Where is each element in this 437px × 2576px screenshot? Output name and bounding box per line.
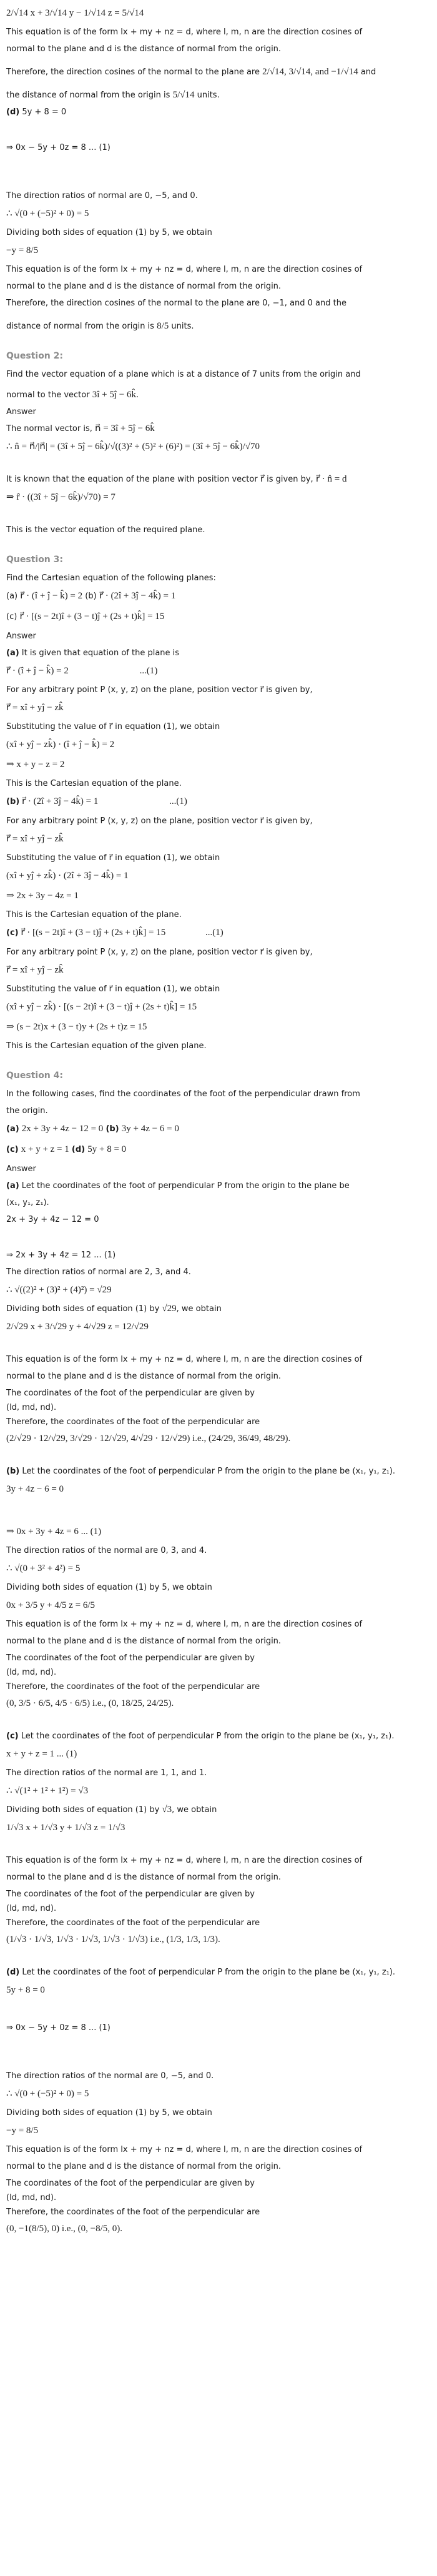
equation-ref: ...(1) — [169, 796, 187, 806]
equation: 2/√14 x + 3/√14 y − 1/√14 z = 5/√14 — [6, 8, 144, 18]
equation — [6, 795, 431, 809]
paragraph: This is the vector equation of the required plane. — [6, 525, 205, 535]
text: (x₁, y₁, z₁). — [352, 1968, 396, 1977]
question-text: In the following cases, find the coordinates of the foot of the perpendicular drawn from — [6, 1089, 360, 1099]
question-parts — [6, 610, 431, 624]
paragraph: For any arbitrary point P (x, y, z) on the plane, position vector r⃗ is given by, — [6, 685, 313, 695]
math-inline: r⃗ · (2î + 3ĵ − 4k̂) = 1 — [21, 796, 99, 806]
text: It is known that the equation of the plane with position vector — [6, 475, 258, 484]
paragraph — [6, 423, 431, 435]
paragraph: Substituting the value of r⃗ in equation (1), we obtain — [6, 722, 220, 731]
equation: ∴ √(0 + 3² + 4²) = 5 — [6, 1563, 81, 1573]
paragraph — [6, 89, 431, 101]
paragraph: normal to the plane and d is the distance of normal from the origin. — [6, 1873, 282, 1882]
math-inline: n⃗ = 3î + 5ĵ − 6k̂ — [95, 424, 155, 433]
question-parts — [6, 1122, 431, 1136]
paragraph: normal to the plane and d is the distance of normal from the origin. — [6, 2162, 282, 2171]
math-inline: √3 — [162, 1805, 172, 1815]
equation: (xî + yĵ − zk̂) · [(s − 2t)î + (3 − t)ĵ + (2s + t)k̂] = 15 — [6, 1002, 197, 1012]
equation: 2/√29 x + 3/√29 y + 4/√29 z = 12/√29 — [6, 1322, 149, 1332]
paragraph: The coordinates of the foot of the perpendicular are given by — [6, 1389, 255, 1398]
paragraph — [6, 1730, 431, 1742]
paragraph: This is the Cartesian equation of the plane. — [6, 779, 182, 788]
question-text: Find the vector equation of a plane which is at a distance of 7 units from the origin and — [6, 370, 361, 379]
math-inline: 2/√14, 3/√14, and −1/√14 — [262, 67, 358, 77]
equation — [6, 926, 431, 940]
text: , we obtain — [176, 1304, 222, 1314]
paragraph: This equation is of the form lx + my + nz = d, where l, m, n are the direction cosines of — [6, 1355, 363, 1364]
paragraph: The coordinates of the foot of the perpendicular are given by — [6, 2179, 255, 2188]
paragraph: Dividing both sides of equation (1) by 5, we obtain — [6, 1583, 212, 1592]
question-parts — [6, 1142, 431, 1157]
text: Therefore, the direction cosines of the normal to the plane are — [6, 67, 260, 77]
paragraph: normal to the plane and d is the distance of normal from the origin. — [6, 1637, 282, 1646]
paragraph: The coordinates of the foot of the perpendicular are given by — [6, 1890, 255, 1899]
text: 5y + 8 = 0 — [22, 107, 67, 117]
question-heading: Question 2: — [6, 351, 63, 361]
paragraph: This equation is of the form lx + my + nz = d, where l, m, n are the direction cosines of — [6, 265, 363, 274]
equation: ∴ √(0 + (−5)² + 0) = 5 — [6, 2089, 89, 2099]
paragraph: Therefore, the coordinates of the foot of the perpendicular are — [6, 2207, 260, 2217]
text: (x₁, y₁, z₁). — [352, 1467, 396, 1476]
paragraph: This equation is of the form lx + my + nz = d, where l, m, n are the direction cosines of — [6, 2145, 363, 2154]
part-label: (d) — [6, 1968, 20, 1977]
paragraph: Therefore, the direction cosines of the normal to the plane are 0, −1, and 0 and the — [6, 299, 346, 308]
text: Dividing both sides of equation (1) by — [6, 1805, 160, 1815]
paragraph: (x₁, y₁, z₁). — [6, 1198, 49, 1207]
paragraph: Therefore, the coordinates of the foot of the perpendicular are — [6, 1918, 260, 1928]
equation: (xî + yĵ + zk̂) · (2î + 3ĵ − 4k̂) = 1 — [6, 871, 129, 881]
question-heading: Question 3: — [6, 555, 63, 565]
paragraph — [6, 1180, 431, 1192]
equation: ⇒ (s − 2t)x + (3 − t)y + (2s + t)z = 15 — [6, 1022, 147, 1032]
part-label: (b) — [85, 592, 97, 601]
equation: ⇒ 2x + 3y + 4z = 12 ... (1) — [6, 1251, 116, 1260]
math-inline: 3y + 4z − 6 = 0 — [121, 1124, 179, 1134]
paragraph: Therefore, the coordinates of the foot of the perpendicular are — [6, 1417, 260, 1427]
question-heading: Question 4: — [6, 1071, 63, 1081]
part-label: (d) — [71, 1145, 86, 1154]
paragraph: This is the Cartesian equation of the given plane. — [6, 1041, 207, 1051]
equation — [6, 664, 431, 678]
paragraph: Dividing both sides of equation (1) by 5, we obtain — [6, 228, 212, 237]
math-inline: 5/√14 — [172, 90, 195, 100]
answer-label: Answer — [6, 1164, 36, 1174]
equation: ⇒ r̂ · ((3î + 5ĵ − 6k̂)/√70) = 7 — [6, 492, 115, 502]
text: the distance of normal from the origin is — [6, 91, 170, 100]
paragraph: The direction ratios of the normal are 0, −5, and 0. — [6, 2071, 214, 2081]
paragraph: This equation is of the form lx + my + nz = d, where l, m, n are the direction cosines of — [6, 1856, 363, 1865]
math-inline: r⃗ — [260, 474, 265, 484]
text: and — [360, 67, 376, 77]
equation: ⇒ 2x + 3y − 4z = 1 — [6, 891, 79, 901]
text: Let the coordinates of the foot of perpendicular P from the origin to the plane be — [22, 1467, 350, 1476]
text: Let the coordinates of the foot of perpendicular P from the origin to the plane be — [22, 1968, 350, 1977]
text: It is given that equation of the plane is — [21, 648, 180, 658]
part-label: (b) — [6, 1467, 20, 1476]
math-inline: 5y + 8 = 0 — [87, 1144, 127, 1154]
text: (x₁, y₁, z₁). — [351, 1731, 395, 1741]
part-label: (c) — [6, 928, 19, 938]
paragraph: The direction ratios of normal are 0, −5, and 0. — [6, 191, 198, 201]
paragraph: The coordinates of the foot of the perpendicular are given by — [6, 1653, 255, 1663]
answer-label: Answer — [6, 632, 36, 641]
answer-label: Answer — [6, 407, 36, 417]
equation: (0, 3/5 · 6/5, 4/5 · 6/5) i.e., (0, 18/25, 24/25). — [6, 1698, 174, 1708]
text: Dividing both sides of equation (1) by — [6, 1304, 160, 1314]
text: distance of normal from the origin is — [6, 322, 154, 331]
math-inline: r⃗ · [(s − 2t)î + (3 − t)ĵ + (2s + t)k̂] = 15 — [21, 928, 166, 938]
part-label: (b) — [106, 1124, 119, 1134]
equation: 0x + 3/5 y + 4/5 z = 6/5 — [6, 1600, 96, 1610]
question-text: Find the Cartesian equation of the following planes: — [6, 573, 216, 583]
text: units. — [197, 91, 220, 100]
part-label: (a) — [6, 1181, 19, 1191]
paragraph — [6, 320, 431, 332]
question-text: the origin. — [6, 1106, 48, 1116]
math-inline: r⃗ · (î + ĵ − k̂) = 2 — [6, 666, 69, 676]
equation: ∴ √(1² + 1² + 1²) = √3 — [6, 1786, 89, 1796]
equation: x + y + z = 1 ... (1) — [6, 1749, 77, 1759]
math-inline: r⃗ · (2î + 3ĵ − 4k̂) = 1 — [99, 591, 176, 601]
paragraph: (ld, md, nd). — [6, 1668, 57, 1677]
equation: ∴ √((2)² + (3)² + (4)²) = √29 — [6, 1285, 112, 1295]
equation: ∴ n̂ = n⃗/|n⃗| = (3î + 5ĵ − 6k̂)/√((3)² + (5)² + (6)²) = (3î + 5ĵ − 6k̂)/√70 — [6, 442, 260, 452]
paragraph: normal to the plane and d is the distance of normal from the origin. — [6, 44, 282, 54]
part-label: (b) — [6, 797, 20, 806]
paragraph: The direction ratios of normal are 2, 3, and 4. — [6, 1267, 191, 1277]
equation: (2/√29 · 12/√29, 3/√29 · 12/√29, 4/√29 · 12/√29) i.e., (24/29, 36/49, 48/29). — [6, 1434, 291, 1444]
paragraph: This is the Cartesian equation of the plane. — [6, 910, 182, 919]
question-parts — [6, 589, 431, 603]
paragraph: normal to the plane and d is the distance of normal from the origin. — [6, 282, 282, 291]
math-inline: r⃗ · (î + ĵ − k̂) = 2 — [20, 591, 83, 601]
part-heading — [6, 106, 431, 118]
paragraph: For any arbitrary point P (x, y, z) on the plane, position vector r⃗ is given by, — [6, 948, 313, 957]
text: units. — [171, 322, 194, 331]
paragraph: Therefore, the coordinates of the foot of the perpendicular are — [6, 1682, 260, 1692]
equation: r⃗ = xî + yĵ − zk̂ — [6, 834, 64, 844]
question-text: normal to the vector 3î + 5ĵ − 6k̂. — [6, 390, 139, 400]
paragraph: The direction ratios of the normal are 1, 1, and 1. — [6, 1768, 207, 1778]
equation-ref: ...(1) — [139, 666, 158, 676]
equation: (xî + yĵ − zk̂) · (î + ĵ − k̂) = 2 — [6, 740, 115, 750]
part-label: (c) — [6, 1145, 19, 1154]
paragraph — [6, 647, 431, 659]
equation: −y = 8/5 — [6, 2126, 39, 2136]
paragraph: This equation is of the form lx + my + nz = d, where l, m, n are the direction cosines of — [6, 27, 363, 37]
paragraph: (ld, md, nd). — [6, 1904, 57, 1913]
text: The normal vector is, — [6, 424, 92, 433]
paragraph: Substituting the value of r⃗ in equation (1), we obtain — [6, 853, 220, 863]
equation: ∴ √(0 + (−5)² + 0) = 5 — [6, 209, 89, 219]
paragraph: Dividing both sides of equation (1) by 5, we obtain — [6, 2108, 212, 2118]
part-label: (a) — [6, 648, 19, 658]
paragraph — [6, 1303, 431, 1315]
equation: 5y + 8 = 0 — [6, 1985, 45, 1995]
math-inline: 8/5 — [157, 321, 169, 331]
math-inline: x + y + z = 1 — [21, 1144, 69, 1154]
equation: 1/√3 x + 1/√3 y + 1/√3 z = 1/√3 — [6, 1823, 125, 1833]
equation: 3y + 4z − 6 = 0 — [6, 1484, 64, 1494]
text: normal to the vector — [6, 390, 90, 400]
paragraph: normal to the plane and d is the distance of normal from the origin. — [6, 1372, 282, 1381]
paragraph — [6, 473, 431, 485]
text: Let the coordinates of the foot of perpendicular P from the origin to the plane be — [21, 1731, 349, 1741]
math-inline: √29 — [162, 1304, 177, 1314]
part-label: (d) — [6, 107, 20, 117]
paragraph: For any arbitrary point P (x, y, z) on the plane, position vector r⃗ is given by, — [6, 816, 313, 826]
part-label: (a) — [6, 1124, 19, 1134]
paragraph: This equation is of the form lx + my + nz = d, where l, m, n are the direction cosines of — [6, 1620, 363, 1629]
equation: r⃗ = xî + yĵ − zk̂ — [6, 965, 64, 975]
text: , we obtain — [172, 1805, 217, 1815]
equation: 2x + 3y + 4z − 12 = 0 — [6, 1215, 99, 1224]
part-label: (a) — [6, 592, 18, 601]
paragraph: The direction ratios of the normal are 0, 3, and 4. — [6, 1546, 207, 1555]
math-inline: r⃗ · n̂ = d — [315, 474, 347, 484]
equation: −y = 8/5 — [6, 245, 39, 255]
part-label: (c) — [6, 1731, 19, 1741]
equation-ref: ...(1) — [205, 928, 223, 938]
paragraph — [6, 66, 431, 78]
text: is given by, — [267, 475, 313, 484]
equation: (0, −1(8/5), 0) i.e., (0, −8/5, 0). — [6, 2224, 123, 2234]
math-inline: 2x + 3y + 4z − 12 = 0 — [21, 1124, 104, 1134]
paragraph: Substituting the value of r⃗ in equation (1), we obtain — [6, 984, 220, 994]
paragraph — [6, 1966, 431, 1978]
math-inline: r⃗ · [(s − 2t)î + (3 − t)ĵ + (2s + t)k̂] = 15 — [19, 612, 165, 622]
equation: ⇒ 0x − 5y + 0z = 8 ... (1) — [6, 143, 110, 152]
math-inline: 3î + 5ĵ − 6k̂ — [92, 390, 136, 400]
part-label: (c) — [6, 612, 17, 622]
equation: ⇒ 0x − 5y + 0z = 8 ... (1) — [6, 2023, 110, 2033]
equation: ⇒ x + y − z = 2 — [6, 760, 65, 770]
equation: ⇒ 0x + 3y + 4z = 6 ... (1) — [6, 1527, 102, 1537]
paragraph — [6, 1804, 431, 1816]
paragraph — [6, 1465, 431, 1477]
paragraph: (ld, md, nd). — [6, 1403, 57, 1412]
paragraph: (ld, md, nd). — [6, 2193, 57, 2202]
equation: (1/√3 · 1/√3, 1/√3 · 1/√3, 1/√3 · 1/√3) i.e., (1/3, 1/3, 1/3). — [6, 1934, 220, 1944]
text: Let the coordinates of the foot of perpendicular P from the origin to the plane be — [21, 1181, 350, 1191]
equation: r⃗ = xî + yĵ − zk̂ — [6, 703, 64, 713]
